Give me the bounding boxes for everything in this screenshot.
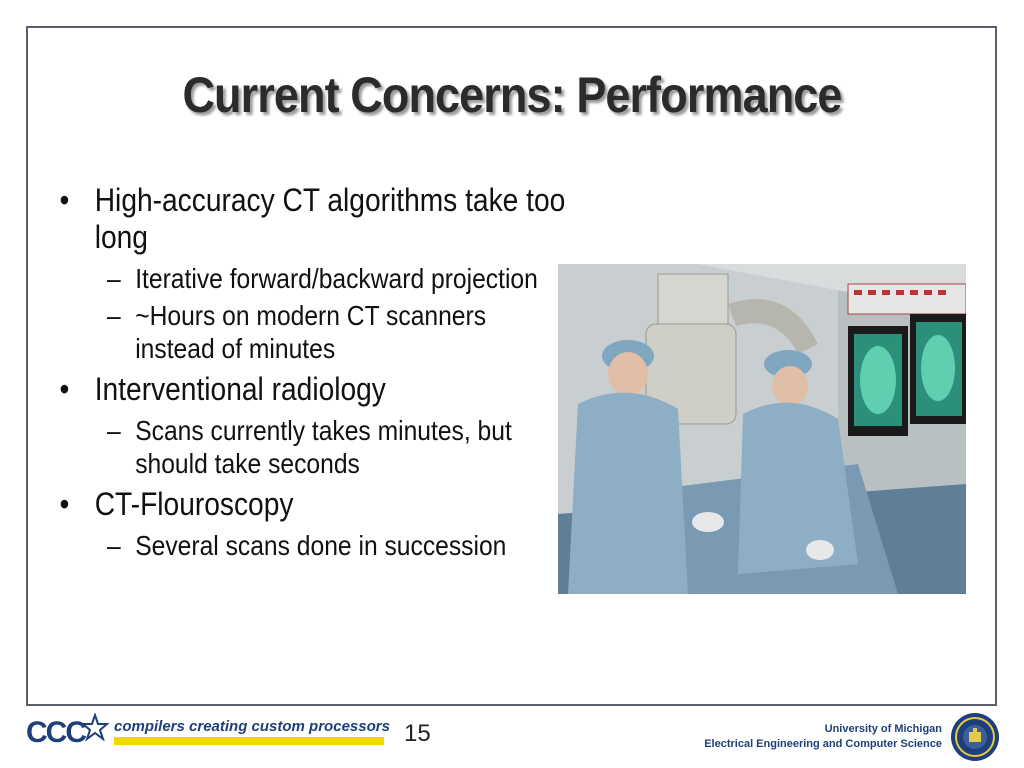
sub-bullet-text: Several scans done in succession (135, 530, 507, 561)
interventional-radiology-photo (558, 264, 966, 594)
sub-bullet-item (95, 299, 568, 365)
logo-letters: CCC (26, 716, 85, 749)
bullet-item (56, 182, 568, 365)
sub-bullet-item (95, 414, 568, 480)
sub-bullet-item (95, 262, 568, 295)
tagline-highlight-bar (114, 737, 384, 745)
sub-bullet-text: ~Hours on modern CT scanners instead of minutes (135, 300, 487, 364)
sub-bullet-item (95, 529, 568, 562)
bullet-mark: • (59, 371, 70, 407)
sub-bullet-list (95, 414, 568, 480)
page-number: 15 (404, 720, 431, 747)
photo-illustration (558, 264, 966, 594)
sub-bullet-list (95, 262, 568, 365)
bullet-text: Interventional radiology (94, 371, 386, 407)
university-credit (704, 722, 942, 752)
bullet-mark: • (59, 486, 70, 522)
slide-title: Current Concerns: Performance (182, 67, 842, 123)
bullet-item (56, 486, 568, 562)
university-seal-icon (950, 712, 1000, 762)
sub-bullet-mark: – (107, 300, 121, 331)
sub-bullet-list (95, 529, 568, 562)
sub-bullet-mark: – (107, 415, 121, 446)
tagline-block (114, 718, 390, 745)
university-name: University of Michigan (824, 723, 942, 735)
sub-bullet-text: Scans currently takes minutes, but should take seconds (135, 415, 512, 479)
star-icon (81, 713, 109, 741)
ccc-logo (26, 716, 390, 750)
sub-bullet-mark: – (107, 530, 121, 561)
bullet-mark: • (59, 182, 70, 218)
bullet-list (56, 178, 566, 568)
bullet-text: CT-Flouroscopy (94, 486, 294, 522)
tagline-text: compilers creating custom processors (114, 718, 390, 735)
sub-bullet-text: Iterative forward/backward projection (135, 263, 538, 294)
bullet-item (56, 371, 568, 480)
department-name: Electrical Engineering and Computer Science (704, 738, 942, 750)
sub-bullet-mark: – (107, 263, 121, 294)
bullet-text: High-accuracy CT algorithms take too long (94, 182, 566, 255)
